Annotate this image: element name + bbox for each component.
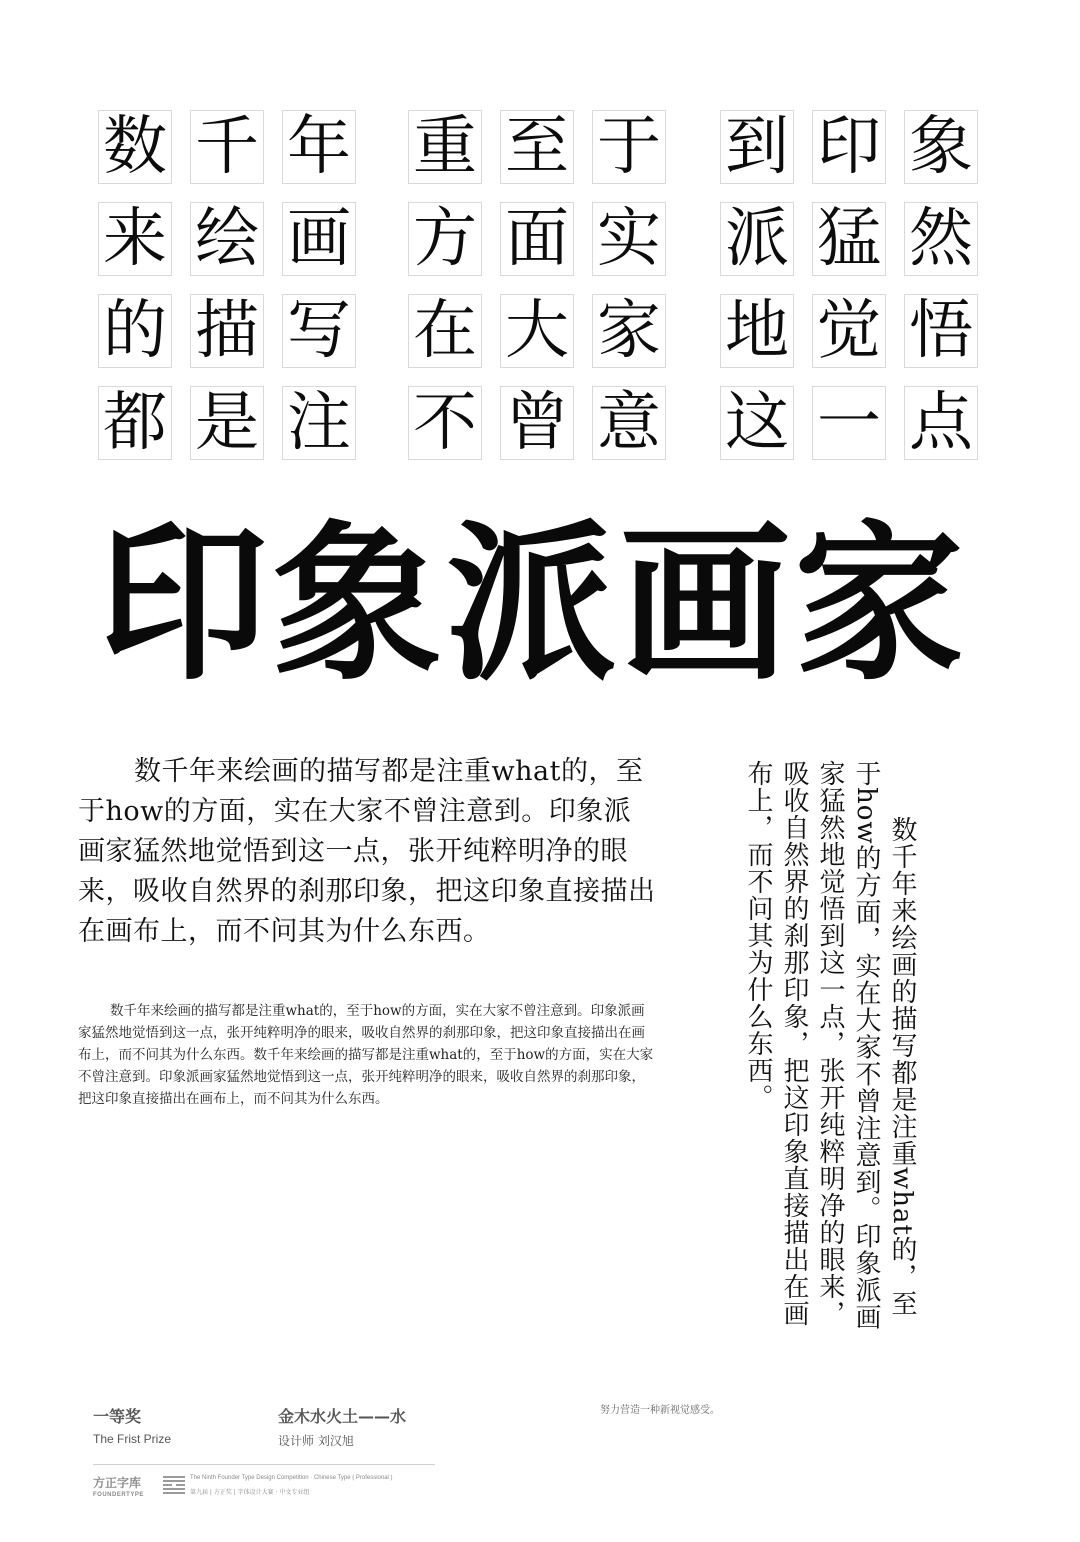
logo-text-en: FOUNDERTYPE <box>93 1492 144 1498</box>
grid-character: 曾 <box>500 386 574 460</box>
grid-character: 这 <box>720 386 794 460</box>
logo-text-cn: 方正字库 <box>93 1476 142 1490</box>
grid-character: 绘 <box>190 202 264 276</box>
grid-character: 猛 <box>812 202 886 276</box>
grid-character: 方 <box>408 202 482 276</box>
grid-character: 在 <box>408 294 482 368</box>
poster-title: 印象派画家 <box>98 506 969 704</box>
competition-name-cn: 第九届 | 方正奖 | 字体设计大赛 · 中文专业组 <box>190 1489 310 1496</box>
grid-character: 画 <box>282 202 356 276</box>
grid-character: 点 <box>904 386 978 460</box>
grid-character: 年 <box>282 110 356 184</box>
grid-character: 都 <box>98 386 172 460</box>
character-grid <box>98 110 982 462</box>
grid-character: 是 <box>190 386 264 460</box>
grid-character: 到 <box>720 110 794 184</box>
body-paragraph-small: 数千年来绘画的描写都是注重what的，至于how的方面，实在大家不曾注意到。印象派画家猛然地觉悟到这一点，张开纯粹明净的眼来，吸收自然界的刹那印象，把这印象直接描出在画布上，而不问其为什么东西。数千年来绘画的描写都是注重what的，至于how的方面，实在大家不曾注意到。印象派画家猛然地觉悟到这一点，张开纯粹明净的眼来，吸收自然界的刹那印象，把这印象直接描出在画布上，而不问其为什么东西。 <box>78 1003 654 1107</box>
grid-character: 意 <box>592 386 666 460</box>
grid-character: 不 <box>408 386 482 460</box>
grid-character: 然 <box>904 202 978 276</box>
body-paragraph-vertical: 数千年来绘画的描写都是注重what的，至于how的方面，实在大家不曾注意到。印象派画家猛然地觉悟到这一点，张开纯粹明净的眼来，吸收自然界的刹那印象，把这印象直接描出在画布上，而不问其为什么东西。 <box>743 760 917 1331</box>
grid-character: 派 <box>720 202 794 276</box>
grid-character: 面 <box>500 202 574 276</box>
grid-character: 千 <box>190 110 264 184</box>
grid-character: 大 <box>500 294 574 368</box>
grid-character: 写 <box>282 294 356 368</box>
foundertype-logo <box>93 1474 153 1498</box>
grid-character: 悟 <box>904 294 978 368</box>
designer-credit: 设计师 刘汉旭 <box>278 1434 354 1448</box>
grid-character: 的 <box>98 294 172 368</box>
grid-character: 于 <box>592 110 666 184</box>
slogan: 努力营造一种新视觉感受。 <box>600 1405 720 1416</box>
award-title: 一等奖 <box>93 1407 142 1426</box>
award-subtitle: The Frist Prize <box>93 1432 172 1446</box>
grid-character: 一 <box>812 386 886 460</box>
grid-character: 家 <box>592 294 666 368</box>
grid-character: 印 <box>812 110 886 184</box>
grid-character: 实 <box>592 202 666 276</box>
competition-icon <box>163 1476 185 1494</box>
competition-name-en: The Ninth Founder Type Design Competition · Chinese Type ( Professional ) <box>190 1475 393 1481</box>
grid-character: 数 <box>98 110 172 184</box>
grid-character: 描 <box>190 294 264 368</box>
grid-character: 重 <box>408 110 482 184</box>
grid-character: 注 <box>282 386 356 460</box>
grid-character: 来 <box>98 202 172 276</box>
grid-character: 象 <box>904 110 978 184</box>
work-title: 金木水火土——水 <box>278 1407 407 1426</box>
footer-divider <box>93 1464 435 1465</box>
body-paragraph-large: 数千年来绘画的描写都是注重what的，至于how的方面，实在大家不曾注意到。印象派画家猛然地觉悟到这一点，张开纯粹明净的眼来，吸收自然界的刹那印象，把这印象直接描出在画布上，而不问其为什么东西。 <box>78 756 656 947</box>
grid-character: 觉 <box>812 294 886 368</box>
grid-character: 地 <box>720 294 794 368</box>
grid-character: 至 <box>500 110 574 184</box>
